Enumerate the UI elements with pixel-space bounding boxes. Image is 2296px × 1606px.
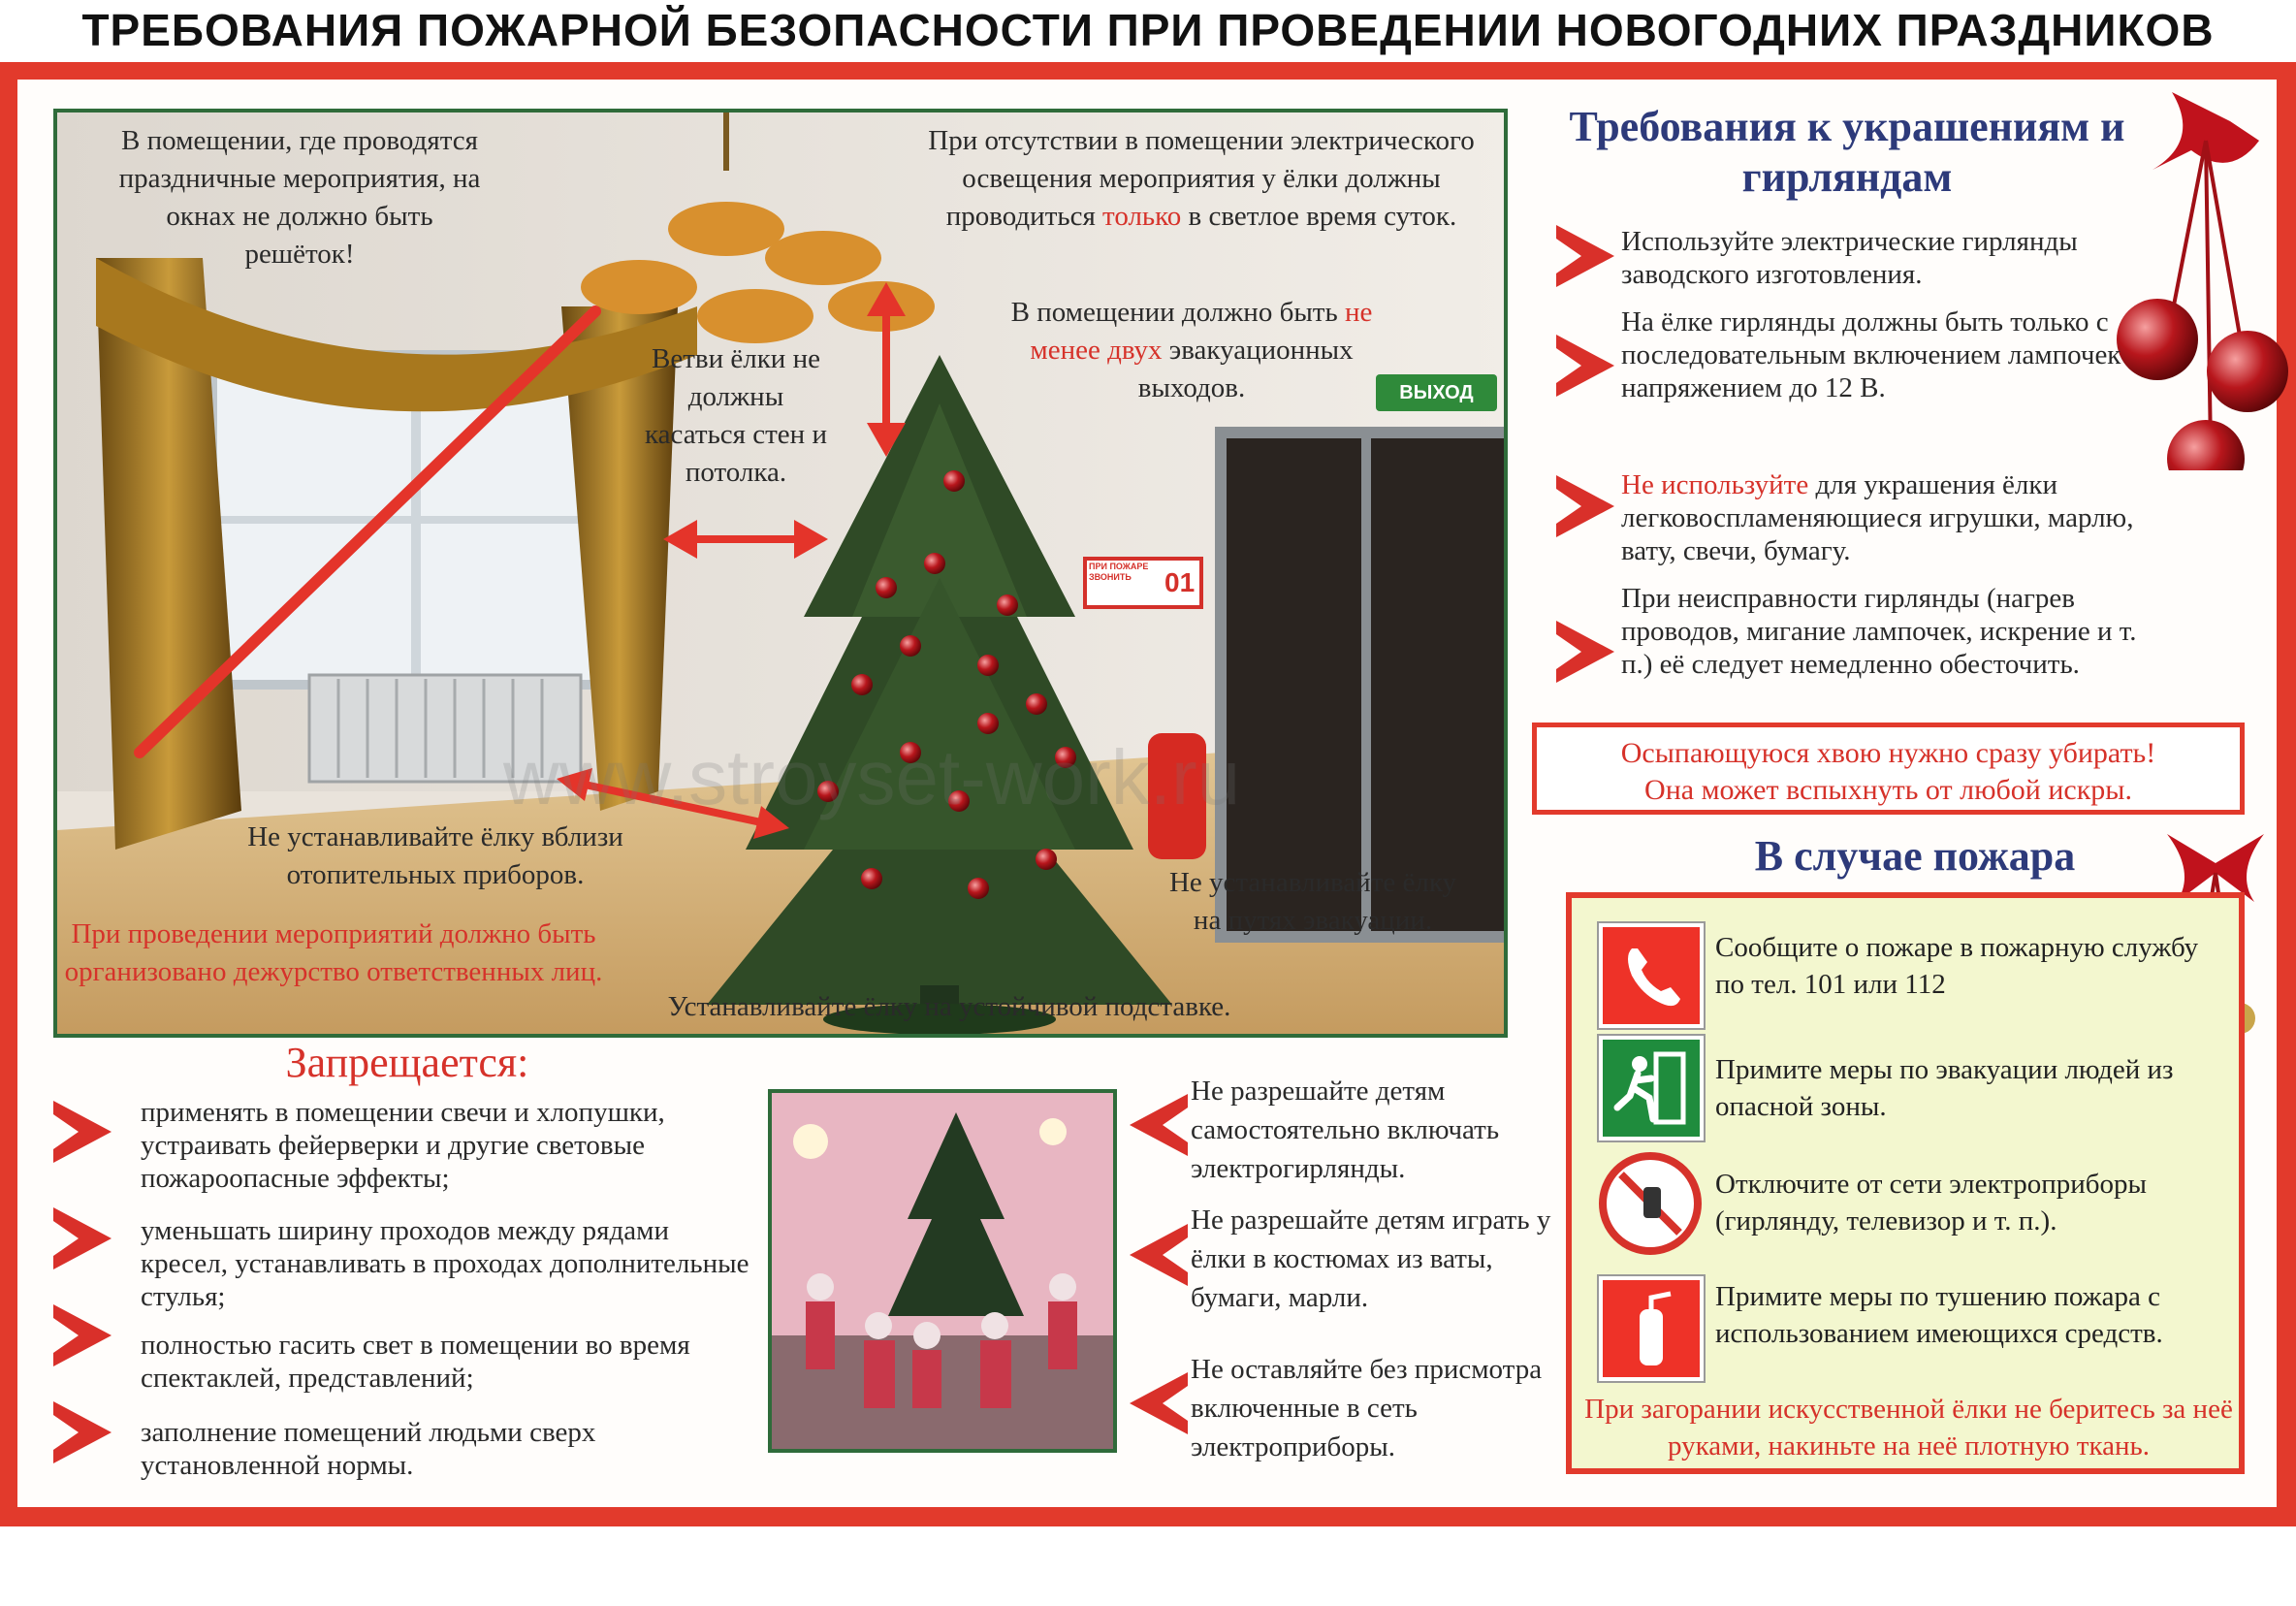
- phone-icon: [1599, 923, 1704, 1028]
- fire-step-1: Сообщите о пожаре в пожарную службу по тел. 101 или 112: [1715, 932, 2199, 1000]
- fire-step-4: Примите меры по тушению пожара с использованием имеющихся средств.: [1715, 1281, 2163, 1349]
- fire-step-3: Отключите от сети электроприборы (гирлянду, телевизор и т. п.).: [1715, 1169, 2147, 1237]
- artificial-tree-note: При загорании искусственной ёлки не беритесь за неё руками, накиньте на неё плотную ткань.: [1584, 1394, 2233, 1461]
- duty-note: При проведении мероприятий должно быть организовано дежурство ответственных лиц.: [64, 918, 603, 987]
- unplug-prohibited-icon: [1599, 1152, 1702, 1255]
- children-bullet-2: [1130, 1224, 1188, 1286]
- daylight-note-emphasis: только: [1102, 201, 1182, 232]
- daylight-note-b: в светлое время суток.: [1188, 201, 1457, 232]
- window-note: В помещении, где проводятся праздничные мероприятия, на окнах не должно быть решёток!: [118, 125, 481, 270]
- needles-warning-box: [1532, 723, 2245, 815]
- exits-note-emphasis: не менее двух: [1030, 297, 1373, 366]
- exits-note-b: эвакуационных выходов.: [1137, 335, 1354, 403]
- forbidden-item-3: полностью гасить свет в помещении во время спектаклей, представлений;: [141, 1330, 690, 1394]
- forbidden-heading: Запрещается:: [285, 1039, 529, 1086]
- exits-note-a: В помещении должно быть: [1010, 297, 1338, 328]
- decor-item-4: При неисправности гирлянды (нагрев проводов, мигание лампочек, искрение и т. п.) её следует немедленно обесточить.: [1621, 583, 2137, 680]
- decor-item-2: На ёлке гирлянды должны быть только с последовательным включением лампочек напряжением до 12 В.: [1621, 306, 2121, 403]
- decor-bullet-3: [1556, 475, 1614, 537]
- needles-warning-line-2: Она может вспыхнуть от любой искры.: [1644, 774, 2132, 806]
- forbidden-bullet-4: [53, 1401, 112, 1463]
- evac-path-note: Не устанавливайте ёлку на путях эвакуации.: [1168, 867, 1457, 936]
- decor-item-3: [1621, 468, 2145, 567]
- exit-running-icon: [1599, 1036, 1704, 1140]
- decor-heading: Требования к украшениям и гирляндам: [1569, 103, 2125, 201]
- extinguisher-icon: [1599, 1276, 1704, 1381]
- fire-step-2: Примите меры по эвакуации людей из опасной зоны.: [1715, 1054, 2174, 1122]
- watermark: www.stroyset-work.ru: [503, 734, 1241, 820]
- fire-call-sign-number: 01: [1164, 567, 1196, 597]
- children-item-2: Не разрешайте детям играть у ёлки в костюмах из ваты, бумаги, марли.: [1191, 1204, 1551, 1313]
- forbidden-item-4: заполнение помещений людьми сверх установленной нормы.: [141, 1417, 596, 1481]
- decor-item-3-text: для украшения ёлки легковоспламеняющиеся игрушки, марлю, вату, свечи, бумагу.: [1621, 469, 2134, 566]
- exits-note: [998, 294, 1386, 407]
- fire-heading: В случае пожара: [1754, 832, 2076, 880]
- heater-note: Не устанавливайте ёлку вблизи отопительных приборов.: [247, 821, 623, 890]
- decor-bullet-1: [1556, 225, 1614, 287]
- forbidden-bullet-3: [53, 1304, 112, 1366]
- children-item-1: Не разрешайте детям самостоятельно включать электрогирлянды.: [1191, 1076, 1500, 1184]
- children-bullet-1: [1130, 1094, 1188, 1156]
- forbidden-bullet-2: [53, 1207, 112, 1269]
- children-bullet-3: [1130, 1372, 1188, 1434]
- daylight-note: [891, 122, 1508, 236]
- daylight-note-a: При отсутствии в помещении электрического освещения мероприятия у ёлки должны проводиться: [928, 125, 1475, 232]
- forbidden-bullet-1: [53, 1101, 112, 1163]
- room-scene: [53, 109, 1508, 1038]
- needles-warning-line-1: Осыпающуюся хвою нужно сразу убирать!: [1620, 737, 2156, 769]
- branches-note: Ветви ёлки не должны касаться стен и потолка.: [645, 343, 827, 488]
- decor-item-1: Используйте электрические гирлянды заводского изготовления.: [1621, 226, 2078, 290]
- decor-bullet-2: [1556, 335, 1614, 397]
- decor-bullet-4: [1556, 621, 1614, 683]
- fire-actions-box: [1566, 892, 2245, 1474]
- forbidden-item-2: уменьшать ширину проходов между рядами кресел, устанавливать в проходах дополнительные стулья;: [141, 1215, 749, 1312]
- children-item-3: Не оставляйте без присмотра включенные в сеть электроприборы.: [1191, 1354, 1543, 1462]
- decor-item-3-emphasis: Не используйте: [1621, 469, 1809, 500]
- exit-sign: ВЫХОД: [1399, 382, 1474, 403]
- forbidden-item-1: применять в помещении свечи и хлопушки, устраивать фейерверки и другие световые пожароопасные эффекты;: [141, 1097, 665, 1194]
- fire-call-sign-text: ПРИ ПОЖАРЕ ЗВОНИТЬ: [1089, 562, 1149, 582]
- stand-note: Устанавливайте ёлку на устойчивой подставке.: [667, 991, 1231, 1022]
- poster-title: ТРЕБОВАНИЯ ПОЖАРНОЙ БЕЗОПАСНОСТИ ПРИ ПРОВЕДЕНИИ НОВОГОДНИХ ПРАЗДНИКОВ: [81, 5, 2215, 55]
- christmas-balls-decoration: [2114, 82, 2288, 470]
- children-party-photo: [768, 1089, 1117, 1453]
